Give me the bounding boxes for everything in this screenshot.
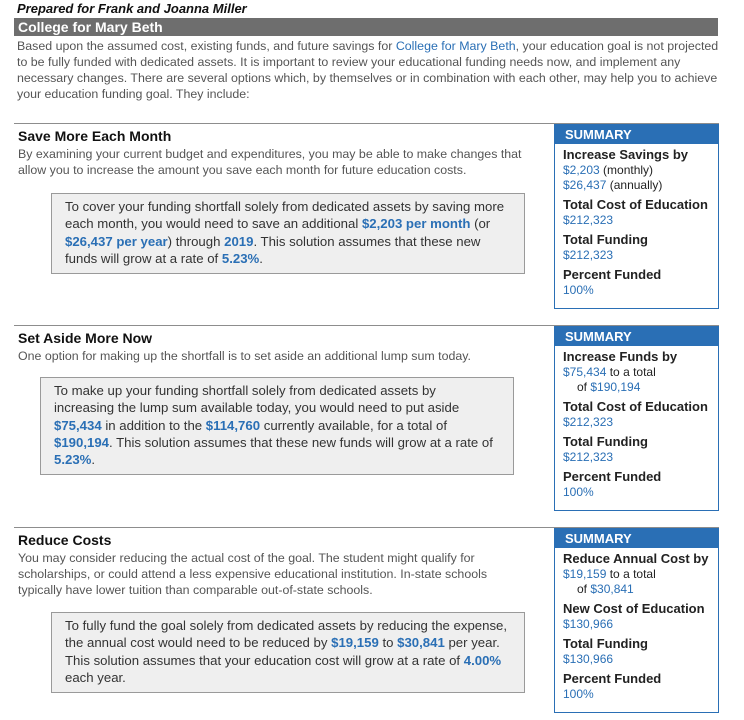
summary-value: $190,194 [590,380,641,394]
callout-text: per year. This solution assumes that your education cost will grow at a rate of [65,635,500,668]
summary-label: Total Cost of Education [563,399,708,414]
summary-value: $26,437 [563,178,607,192]
summary-label: Percent Funded [563,671,662,686]
solution-callout [51,612,525,693]
callout-text: currently available, for a total of [260,417,447,433]
summary-header: SUMMARY [555,327,718,346]
summary-value: $212,323 [563,450,614,464]
callout-text: to [378,635,398,651]
callout-text: ) through [167,233,225,249]
summary-value: $30,841 [590,582,634,596]
section-description: You may consider reducing the actual cost of the goal. The student might qualify for scholarships, or could attend a less expensive educational institution. In-state schools typically have lower tuition than comparable out-of-state schools. [18,551,488,597]
summary-value: $2,203 [563,163,600,177]
summary-note: (annually) [606,178,663,192]
section-description: By examining your current budget and expenditures, you may be able to make changes that allow you to increase the amount you save each month for future education costs. [18,147,522,177]
callout-text: To fully fund the goal solely from dedicated assets by reducing the expense, the annual cost would need to be reduced by [65,618,508,651]
summary-value: $212,323 [563,248,614,262]
callout-value: 4.00% [463,652,502,668]
summary-value: $130,966 [563,617,614,631]
summary-box [554,326,719,511]
goal-title-bar: College for Mary Beth [14,18,718,36]
summary-label: Total Cost of Education [563,197,708,212]
summary-label: Increase Savings by [563,147,689,162]
callout-text: To make up your funding shortfall solely from dedicated assets by increasing the lump sum available today, you would need to put aside [54,383,460,416]
callout-text: in addition to the [101,417,206,433]
callout-value: $26,437 per year [65,233,168,249]
summary-label: Percent Funded [563,267,662,282]
callout-value: 5.23% [221,250,260,266]
section-title: Reduce Costs [18,532,112,548]
callout-value: $19,159 [331,635,379,651]
solution-callout [51,193,525,274]
callout-text: each year. [65,669,126,685]
summary-value: $212,323 [563,415,614,429]
summary-label: Percent Funded [563,469,662,484]
summary-label: Total Funding [563,232,648,247]
summary-note: of [577,380,591,394]
summary-value: $75,434 [563,365,607,379]
summary-value: $130,966 [563,652,614,666]
callout-value: 5.23% [54,452,92,468]
callout-value: $75,434 [54,417,102,433]
section-description: One option for making up the shortfall is to set aside an additional lump sum today. [18,349,471,363]
callout-value: $114,760 [205,417,261,433]
summary-value: $212,323 [563,213,614,227]
callout-text: . This solution assumes that these new funds will grow at a rate of [109,434,493,450]
section-reduce-costs [14,527,719,717]
summary-value: 100% [563,687,594,701]
callout-value: $190,194 [54,434,110,450]
summary-header: SUMMARY [555,529,718,548]
callout-text: . [91,452,96,468]
callout-value: 2019 [224,233,254,249]
callout-text: . [259,250,263,266]
section-save-more [14,123,719,313]
summary-label: New Cost of Education [563,601,705,616]
solution-callout [40,377,514,475]
summary-value: 100% [563,485,594,499]
summary-header: SUMMARY [555,125,718,144]
section-title: Set Aside More Now [18,330,153,346]
summary-label: Reduce Annual Cost by [563,551,709,566]
summary-label: Total Funding [563,636,648,651]
summary-box [554,124,719,309]
callout-text: To cover your funding shortfall solely from dedicated assets by saving more each month, you would need to save an additional [65,199,505,232]
summary-note: to a total [606,365,656,379]
callout-value: $30,841 [397,635,445,651]
summary-note: (monthly) [599,163,654,177]
summary-label: Total Funding [563,434,648,449]
prepared-for-line: Prepared for Frank and Joanna Miller [17,1,247,16]
callout-text: . This solution assumes that these new funds will grow at a rate of [65,233,481,266]
summary-value: 100% [563,283,594,297]
callout-value: $2,203 per month [361,216,471,232]
summary-box [554,528,719,713]
intro-goal-name: College for Mary Beth [395,39,516,53]
section-title: Save More Each Month [18,128,172,144]
summary-label: Increase Funds by [563,349,678,364]
callout-text: (or [470,216,491,232]
summary-note: to a total [606,567,656,581]
intro-paragraph [17,38,721,102]
intro-text-end: , your education goal is not projected to be fully funded with dedicated assets. It is important to review your educational funding needs now, and implement any necessary changes. There are several options which, by themselves or in combination with each other, may help you to achieve your education funding goal. They include: [17,39,719,101]
section-set-aside [14,325,719,505]
summary-value: $19,159 [563,567,607,581]
summary-note: of [577,582,591,596]
intro-text-start: Based upon the assumed cost, existing funds, and future savings for [17,39,396,53]
